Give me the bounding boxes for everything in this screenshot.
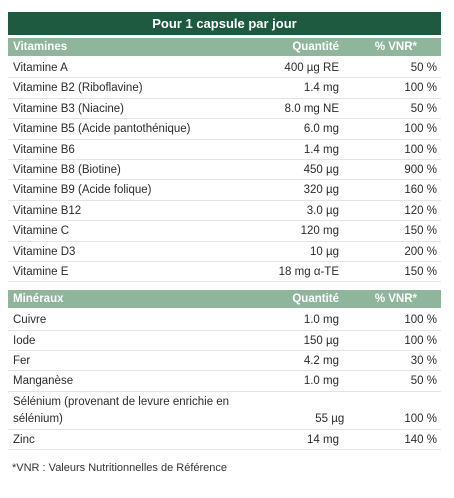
nutrient-vnr: 150 % [404, 225, 437, 238]
nutrient-name: Vitamine B8 (Biotine) [13, 163, 121, 176]
table-row [8, 180, 441, 200]
nutrient-name: Vitamine B12 [13, 204, 82, 217]
nutrient-name: Vitamine B2 (Riboflavine) [13, 82, 143, 95]
nutrient-qty: 1.4 mg [303, 82, 339, 95]
table-row [8, 221, 441, 241]
nutrient-qty: 1.4 mg [303, 143, 339, 156]
table-row [8, 351, 441, 371]
minerals-header [8, 290, 441, 308]
minerals-header-vnr: % VNR* [374, 293, 417, 306]
nutrient-qty: 1.0 mg [303, 375, 339, 388]
nutrient-qty: 14 mg [307, 433, 339, 446]
nutrient-qty: 8.0 mg NE [284, 102, 339, 115]
nutrient-vnr: 100 % [404, 334, 437, 347]
table-row [8, 371, 441, 391]
table-row [8, 201, 441, 221]
nutrient-name: Manganèse [13, 375, 74, 388]
table-row [8, 119, 441, 139]
nutrient-qty: 1.0 mg [303, 314, 339, 327]
nutrient-name: Vitamine D3 [13, 245, 76, 258]
table-title: Pour 1 capsule par jour [8, 12, 441, 35]
footnote: *VNR : Valeurs Nutritionnelles de Référence [12, 462, 228, 474]
nutrient-name: Vitamine B3 (Niacine) [13, 102, 125, 115]
nutrient-qty: 55 µg [315, 412, 345, 425]
nutrient-name: Vitamine C [13, 225, 70, 238]
table-row [8, 160, 441, 180]
nutrient-qty: 150 µg [303, 334, 339, 347]
table-row [8, 310, 441, 330]
nutrient-vnr: 100 % [404, 143, 437, 156]
vitamins-header-qty: Quantité [292, 41, 339, 53]
nutrient-qty: 450 µg [303, 163, 339, 176]
nutrient-name: Cuivre [13, 314, 47, 327]
nutrient-vnr: 100 % [404, 123, 437, 136]
minerals-list [8, 310, 441, 450]
table-row [8, 262, 441, 282]
vitamins-list [8, 58, 441, 282]
table-row [8, 58, 441, 78]
nutrient-name: Zinc [13, 433, 35, 446]
nutrient-vnr: 50 % [410, 62, 437, 74]
nutrient-qty: 6.0 mg [303, 123, 339, 136]
nutrient-vnr: 100 % [404, 82, 437, 95]
nutrient-vnr: 150 % [404, 265, 437, 278]
nutrient-vnr: 140 % [404, 433, 437, 446]
nutrient-vnr: 100 % [404, 412, 437, 425]
nutrient-qty: 18 mg α-TE [278, 265, 339, 278]
nutrient-name: Fer [13, 355, 31, 368]
nutrient-qty: 10 µg [309, 245, 339, 258]
nutrient-vnr: 30 % [410, 355, 437, 368]
minerals-header-name: Minéraux [13, 293, 64, 306]
table-row [8, 78, 441, 98]
nutrient-name: Vitamine B5 (Acide pantothénique) [13, 123, 191, 136]
nutrient-name: Vitamine B6 [13, 143, 75, 156]
nutrient-vnr: 100 % [404, 314, 437, 327]
table-row [8, 99, 441, 119]
minerals-header-qty: Quantité [292, 293, 339, 306]
table-row [8, 430, 441, 450]
nutrient-qty: 400 µg RE [284, 62, 339, 74]
nutrient-qty: 3.0 µg [306, 204, 339, 217]
nutrient-name: Vitamine E [13, 265, 69, 278]
nutrition-table [8, 12, 441, 450]
nutrient-qty: 4.2 mg [303, 355, 339, 368]
table-row [8, 242, 441, 262]
nutrient-name: Vitamine B9 (Acide folique) [13, 184, 152, 197]
nutrient-vnr: 160 % [404, 184, 437, 197]
nutrient-qty: 120 mg [300, 225, 339, 238]
nutrient-vnr: 120 % [404, 204, 437, 217]
table-row [8, 392, 441, 430]
nutrient-vnr: 900 % [404, 163, 437, 176]
table-row [8, 140, 441, 160]
vitamins-header-vnr: % VNR* [374, 41, 417, 53]
table-row [8, 331, 441, 351]
nutrient-name: Vitamine A [13, 62, 68, 74]
nutrient-name: Iode [13, 334, 36, 347]
nutrient-name: Sélénium (provenant de levure enrichie en sélénium) [13, 395, 230, 425]
vitamins-header [8, 38, 441, 56]
nutrient-qty: 320 µg [303, 184, 339, 197]
nutrient-vnr: 50 % [410, 102, 437, 115]
nutrient-vnr: 200 % [404, 245, 437, 258]
vitamins-header-name: Vitamines [13, 41, 68, 53]
nutrient-vnr: 50 % [410, 375, 437, 388]
